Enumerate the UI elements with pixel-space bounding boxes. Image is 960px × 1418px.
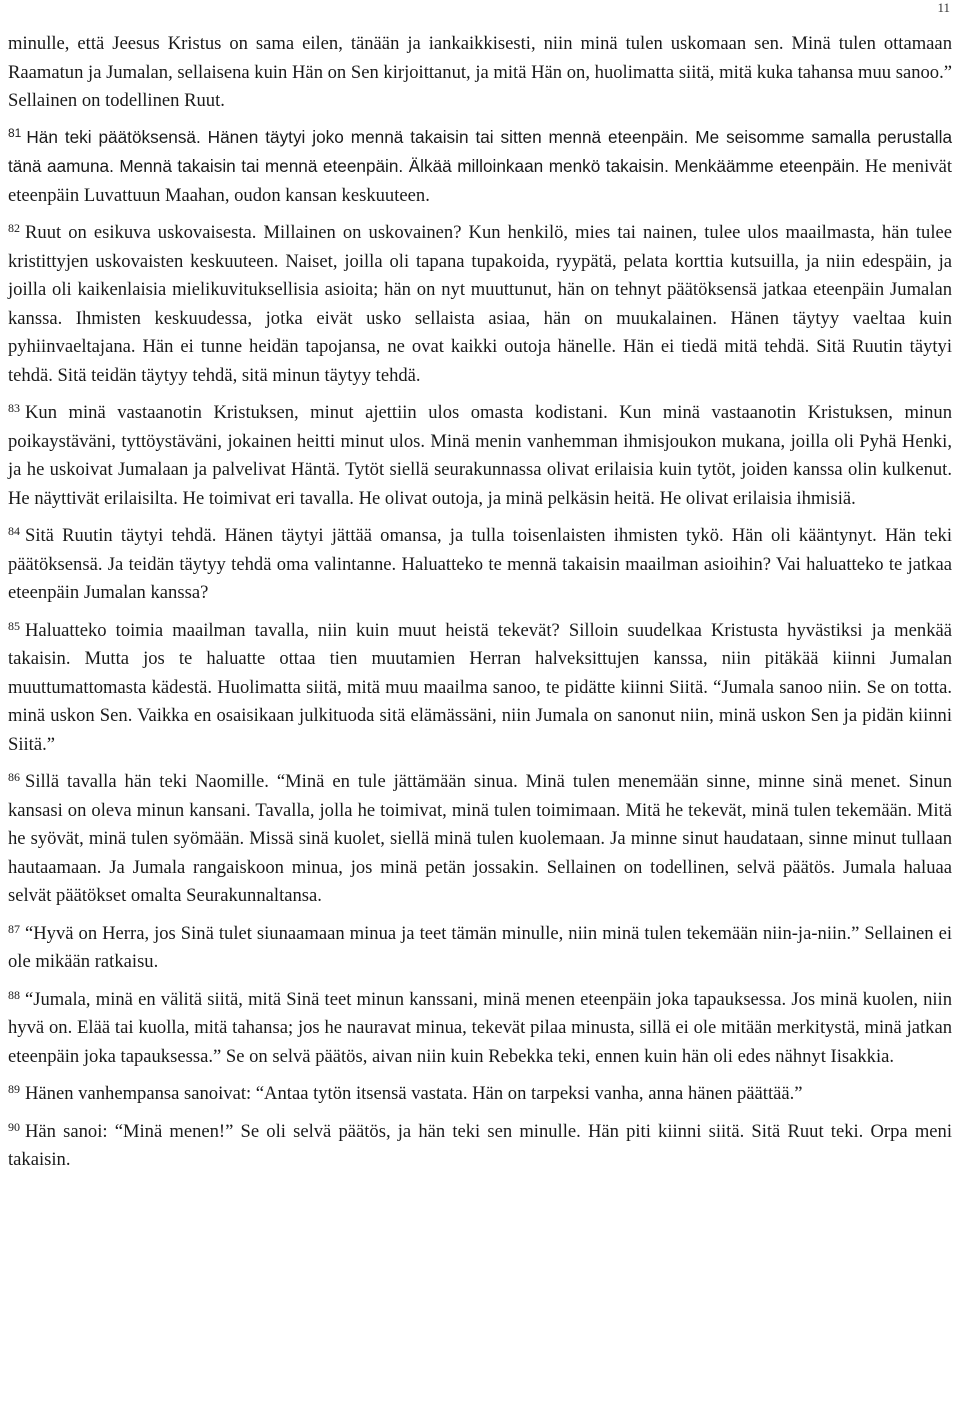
verse-number: 84 [8, 524, 20, 538]
paragraph-verse-86 [8, 768, 952, 911]
paragraph-text: Hänen vanhempansa sanoivat: “Antaa tytön itsensä vastata. Hän on tarpeksi vanha, anna hänen päättää.” [25, 1083, 803, 1104]
paragraph-text-tail: He menivät eteenpäin Luvattuun Maahan, oudon kansan keskuuteen. [8, 156, 952, 206]
verse-number: 81 [8, 125, 22, 140]
paragraph-verse-88 [8, 986, 952, 1072]
verse-number: 83 [8, 401, 20, 415]
paragraph-text: “Jumala, minä en välitä siitä, mitä Sinä teet minun kanssani, minä menen eteenpäin joka tapauksessa. Jos minä kuolen, niin hyvä on. Elää tai kuolla, mitä tahansa; jos he nauravat minua, tekevät pilaa minusta, sillä ei ole mitään merkitystä, minä jatkan eteenpäin joka tapauksessa.” Se on selvä päätös, aivan niin kuin Rebekka teki, ennen kuin hän oli edes nähnyt Iisakkia. [8, 988, 952, 1067]
paragraph-verse-84 [8, 522, 952, 608]
paragraph-text: “Hyvä on Herra, jos Sinä tulet siunaamaan minua ja teet tämän minulle, niin minä tulen tekemään niin-ja-niin.” Sellainen ei ole mikään ratkaisu. [8, 922, 952, 972]
paragraph-text: Sillä tavalla hän teki Naomille. “Minä en tule jättämään sinua. Minä tulen menemään sinne, minne sinä menet. Sinun kansasi on oleva minun kansani. Tavalla, jolla he toimivat, minä tulen toimimaan. Mitä he tekevät, minä tulen tekemään. Mitä he syövät, minä tulen syömään. Missä sinä kuolet, siellä minä tulen kuolemaan. Ja minne sinut haudataan, sinne minut tullaan hautaamaan. Ja Jumala rangaiskoon minua, jos minä petän jossakin. Sellainen on todellinen, selvä päätös. Jumala haluaa selvät päätökset omalta Seurakunnaltansa. [8, 771, 952, 906]
verse-number: 82 [8, 221, 20, 235]
document-body [8, 30, 952, 1184]
verse-number: 87 [8, 921, 20, 936]
verse-number: 86 [8, 770, 20, 784]
paragraph-text: Sitä Ruutin täytyi tehdä. Hänen täytyi jättää omansa, ja tulla toisenlaisten ihmisten tykö. Hän oli kääntynyt. Hän teki päätöksensä. Ja teidän täytyy tehdä oma valintanne. Haluatteko te mennä takaisin maailman asioihin? Vai haluatteko te jatkaa eteenpäin Jumalan kanssa? [8, 525, 952, 603]
paragraph-verse-89 [8, 1080, 952, 1109]
paragraph-text: Hän sanoi: “Minä menen!” Se oli selvä päätös, ja hän teki sen minulle. Hän piti kiinni siitä. Sitä Ruut teki. Orpa meni takaisin. [8, 1120, 952, 1170]
page-number: 11 [937, 0, 950, 15]
paragraph-text: Kun minä vastaanotin Kristuksen, minut ajettiin ulos omasta kodistani. Kun minä vastaanotin Kristuksen, minun poikaystäväni, tyttöystäväni, jokainen heitti minut ulos. Minä menin vanhemman ihmisjoukon mukana, joilla oli Pyhä Henki, ja he uskoivat Jumalaan ja palvelivat Häntä. Tytöt siellä seurakunnassa olivat erilaisia kuin tytöt, joiden kanssa olin kulkenut. He näyttivät erilaisilta. He toimivat eri tavalla. He olivat outoja, ja minä pelkäsin heitä. He olivat erilaisia ihmisiä. [8, 402, 952, 509]
verse-number: 89 [8, 1082, 20, 1096]
paragraph-verse-85 [8, 617, 952, 760]
paragraph-text: Ruut on esikuva uskovaisesta. Millainen on uskovainen? Kun henkilö, mies tai nainen, tulee ulos maailmasta, hän tulee kristittyjen uskovaisten keskuuteen. Naiset, joilla oli tapana tupakoida, ryypätä, pelata korttia kutsuilla, ja niin edespäin, ja joilla oli kaikenlaisia mielikuvituksellisia asioita; hän on nyt muuttunut, hän on tehnyt päätöksensä jatkaa eteenpäin Jumalan kanssa. Ihmisten keskuudessa, jotka eivät usko sellaista asiaa, hän on muukalainen. Hänen täytyy vaeltaa kuin pyhiinvaeltajana. Hän ei tunne heidän tapojansa, ne ovat kaikki outoja hänelle. Hän ei tiedä mitä tehdä. Sitä Ruutin täytyi tehdä. Sitä teidän täytyy tehdä, sitä minun täytyy tehdä. [8, 222, 952, 386]
paragraph-verse-82 [8, 219, 952, 390]
verse-number: 85 [8, 618, 20, 633]
paragraph-text: Hän teki päätöksensä. Hänen täytyi joko mennä takaisin tai sitten mennä eteenpäin. Me seisomme samalla perustalla tänä aamuna. Mennä takaisin tai mennä eteenpäin. Älkää milloinkaan menkö takaisin. Menkäämme eteenpäin. [8, 126, 952, 176]
paragraph-verse-83 [8, 399, 952, 513]
paragraph-text: minulle, että Jeesus Kristus on sama eilen, tänään ja iankaikkisesti, niin minä tulen uskomaan sen. Minä tulen ottamaan Raamatun ja Jumalan, sellaisena kuin Hän on Sen kirjoittanut, ja mitä Hän on, huolimatta siitä, mitä kuka tahansa muu sanoo.” Sellainen on todellinen Ruut. [8, 33, 952, 111]
verse-number: 90 [8, 1119, 20, 1134]
paragraph-verse-81 [8, 123, 952, 211]
paragraph-verse-87 [8, 920, 952, 977]
paragraph-intro [8, 30, 952, 116]
verse-number: 88 [8, 987, 20, 1002]
paragraph-text: Haluatteko toimia maailman tavalla, niin kuin muut heistä tekevät? Silloin suudelkaa Kristusta hyvästiksi ja menkää takaisin. Mutta jos te haluatte ottaa tien muutamien Herran halveksittujen kanssa, niin pitäkää kiinni Jumalan muuttumattomasta kädestä. Huolimatta siitä, mitä muu maailma sanoo, te pidätte kiinni Siitä. “Jumala sanoo niin. Se on totta. minä uskon Sen. Vaikka en osaisikaan julkituoda sitä elämässäni, niin Jumala on sanonut niin, minä uskon Sen ja pidän kiinni Siitä.” [8, 619, 952, 755]
paragraph-verse-90 [8, 1118, 952, 1175]
